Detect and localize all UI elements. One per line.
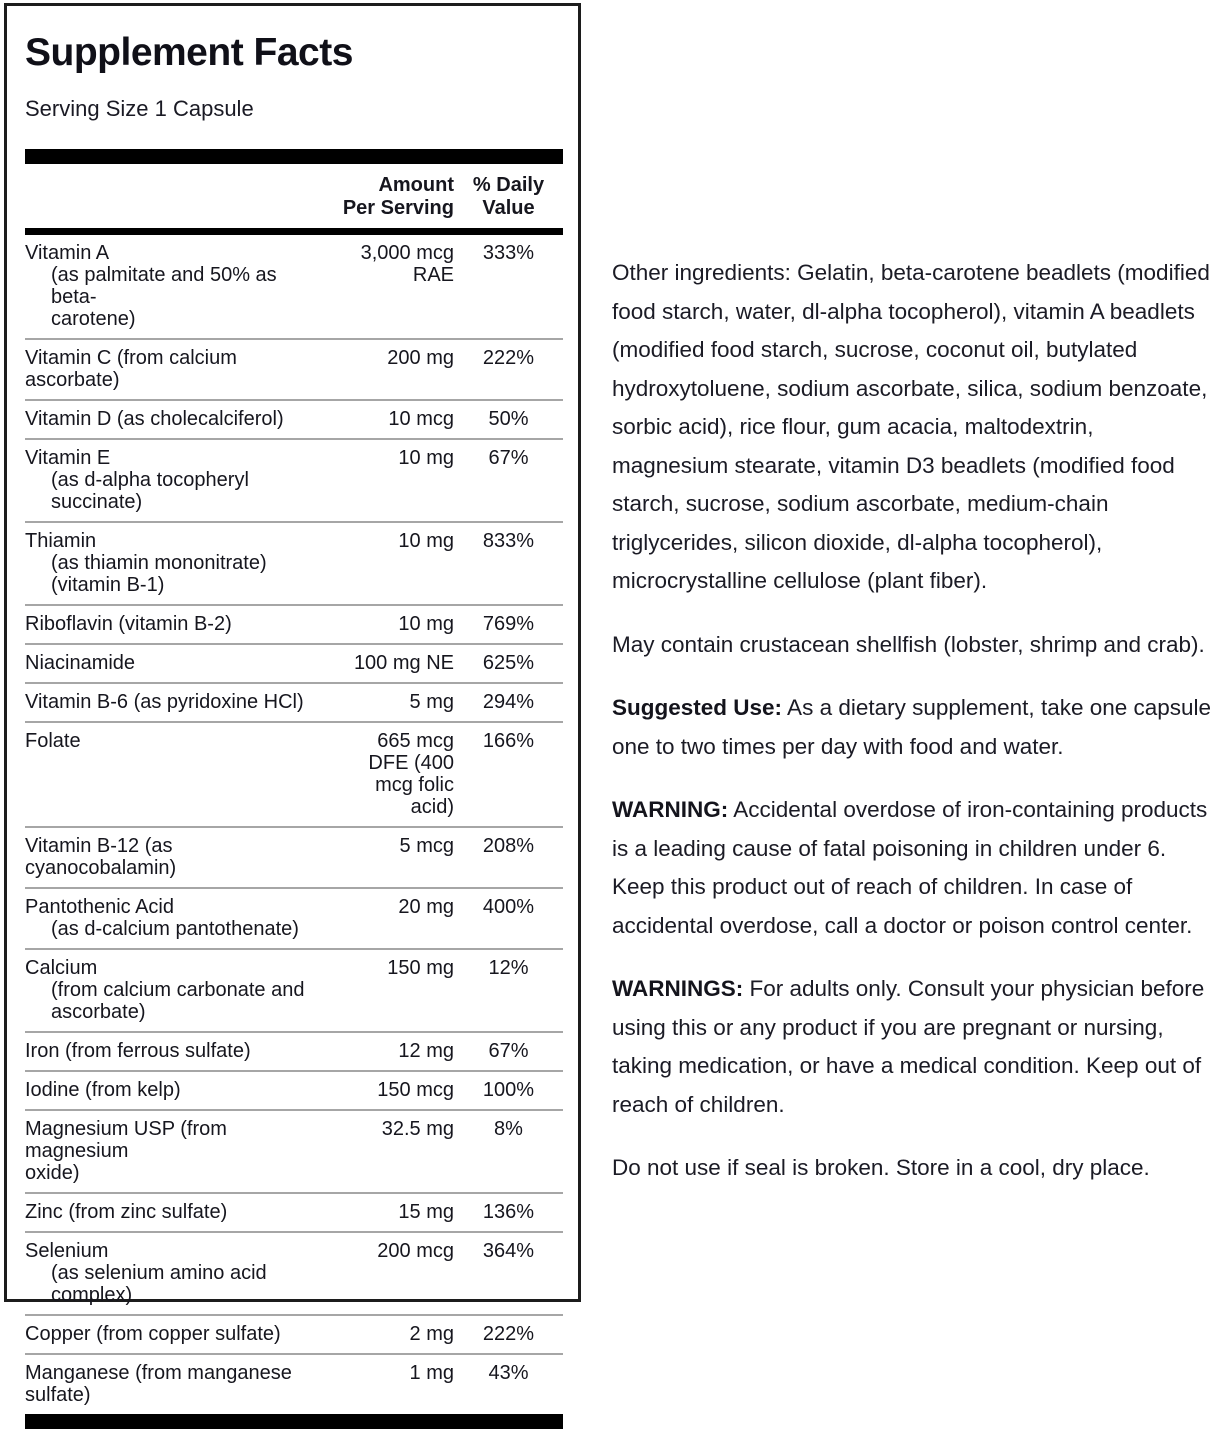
ingredient-name xyxy=(25,613,324,635)
amount-per-serving xyxy=(324,835,454,879)
amount-line: 12 mg xyxy=(398,1040,454,1062)
paragraph-lead: Suggested Use: xyxy=(612,695,783,720)
amount-per-serving xyxy=(324,242,454,330)
table-row xyxy=(25,521,563,604)
amount-line: DFE (400 xyxy=(368,752,454,774)
daily-value-percent: 769% xyxy=(482,613,535,635)
ingredient-source-line: (as selenium amino acid xyxy=(51,1262,267,1284)
amount-line: 20 mg xyxy=(398,896,454,918)
ingredient-name-line: Riboflavin (vitamin B-2) xyxy=(25,613,232,635)
ingredient-name-line: oxide) xyxy=(25,1162,80,1184)
ingredient-source-line: ascorbate) xyxy=(51,1001,146,1023)
header-spacer xyxy=(25,174,324,220)
ingredient-name-line: Magnesium USP (from magnesium xyxy=(25,1118,227,1162)
ingredient-name-line: Vitamin E xyxy=(25,447,111,469)
amount-line: mcg folic xyxy=(375,774,454,796)
amount-per-serving xyxy=(324,957,454,1023)
info-column xyxy=(612,254,1212,1213)
paragraph-lead: WARNINGS: xyxy=(612,976,744,1001)
daily-value-percent: 136% xyxy=(482,1201,535,1223)
daily-value-percent: 222% xyxy=(482,1323,535,1345)
ingredient-source-line: succinate) xyxy=(51,491,143,513)
serving-size: Serving Size 1 Capsule xyxy=(25,96,254,121)
info-paragraph: Do not use if seal is broken. Store in a cool, dry place. xyxy=(612,1155,1150,1180)
amount-per-serving xyxy=(324,730,454,818)
daily-value-percent: 208% xyxy=(482,835,535,857)
table-row xyxy=(25,438,563,521)
daily-value-percent: 100% xyxy=(482,1079,535,1101)
facts-table-rows xyxy=(25,235,563,1414)
ingredient-name-line: Vitamin B-6 (as pyridoxine HCl) xyxy=(25,691,304,713)
amount-line: RAE xyxy=(412,264,454,286)
table-row xyxy=(25,1192,563,1231)
amount-per-serving xyxy=(324,1323,454,1345)
table-row xyxy=(25,235,563,338)
ingredient-name xyxy=(25,530,324,596)
ingredient-name xyxy=(25,730,324,818)
ingredient-name-line: Copper (from copper sulfate) xyxy=(25,1323,281,1345)
ingredient-name xyxy=(25,1040,324,1062)
ingredient-name xyxy=(25,1118,324,1184)
amount-column-header xyxy=(324,174,454,220)
ingredient-name xyxy=(25,957,324,1023)
ingredient-name xyxy=(25,691,324,713)
table-row xyxy=(25,1031,563,1070)
daily-value-percent: 43% xyxy=(488,1362,529,1384)
dv-header-line2: Value xyxy=(482,197,535,219)
supplement-facts-panel xyxy=(4,3,581,1406)
amount-per-serving xyxy=(324,1201,454,1223)
table-row xyxy=(25,826,563,887)
ingredient-source-line: (as palmitate and 50% as beta- xyxy=(51,264,277,308)
ingredient-name-line: Vitamin D (as cholecalciferol) xyxy=(25,408,284,430)
daily-value-percent: 625% xyxy=(482,652,535,674)
amount-header-line2: Per Serving xyxy=(342,197,454,219)
amount-line: 2 mg xyxy=(409,1323,454,1345)
ingredient-name-line: Vitamin B-12 (as cyanocobalamin) xyxy=(25,835,177,879)
table-header xyxy=(25,164,563,228)
amount-per-serving xyxy=(324,691,454,713)
ingredient-source-line: (as thiamin mononitrate) xyxy=(51,552,267,574)
ingredient-name-line: Vitamin C (from calcium ascorbate) xyxy=(25,347,237,391)
amount-per-serving xyxy=(324,347,454,391)
daily-value-percent: 400% xyxy=(482,896,535,918)
ingredient-name-line: Calcium xyxy=(25,957,98,979)
table-row xyxy=(25,682,563,721)
ingredient-source-line: (from calcium carbonate and xyxy=(51,979,305,1001)
amount-per-serving xyxy=(324,896,454,940)
amount-line: 10 mcg xyxy=(388,408,454,430)
ingredient-name xyxy=(25,408,324,430)
info-paragraph: Suggested Use: As a dietary supplement, take one capsule one to two times per day with food and water. xyxy=(612,695,1212,759)
ingredient-name xyxy=(25,347,324,391)
table-row xyxy=(25,887,563,948)
amount-per-serving xyxy=(324,1079,454,1101)
amount-per-serving xyxy=(324,1240,454,1306)
table-row xyxy=(25,1314,563,1353)
paragraph-lead: WARNING: xyxy=(612,797,729,822)
amount-line: 5 mg xyxy=(409,691,454,713)
ingredient-source-line: carotene) xyxy=(51,308,136,330)
info-paragraph: WARNING: Accidental overdose of iron-containing products is a leading cause of fatal poisoning in children under 6. Keep this product out of reach of children. In case of accidental overdose, call a doctor or poison control center. xyxy=(612,797,1208,938)
ingredient-name xyxy=(25,1362,324,1406)
ingredient-name-line: Selenium xyxy=(25,1240,109,1262)
amount-per-serving xyxy=(324,613,454,635)
header-divider-bar xyxy=(25,228,563,235)
amount-per-serving xyxy=(324,1118,454,1184)
ingredient-name-line: Folate xyxy=(25,730,81,752)
amount-line: 5 mcg xyxy=(399,835,454,857)
ingredient-source-line: (as d-calcium pantothenate) xyxy=(51,918,299,940)
daily-value-percent: 166% xyxy=(482,730,535,752)
dv-header-line1: % Daily xyxy=(472,174,545,196)
daily-value-percent: 333% xyxy=(482,242,535,264)
table-row xyxy=(25,604,563,643)
amount-line: 10 mg xyxy=(398,613,454,635)
amount-per-serving xyxy=(324,1362,454,1406)
ingredient-name xyxy=(25,1240,324,1306)
amount-line: 1 mg xyxy=(409,1362,454,1384)
daily-value-percent: 364% xyxy=(482,1240,535,1262)
ingredient-name xyxy=(25,447,324,513)
ingredient-name xyxy=(25,1079,324,1101)
ingredient-name-line: Vitamin A xyxy=(25,242,110,264)
bottom-divider-bar xyxy=(25,1414,563,1429)
ingredient-name-line: Manganese (from manganese xyxy=(25,1362,292,1384)
info-paragraph: May contain crustacean shellfish (lobster, shrimp and crab). xyxy=(612,631,1205,657)
daily-value-percent: 294% xyxy=(482,691,535,713)
ingredient-name xyxy=(25,652,324,674)
daily-value-percent: 67% xyxy=(488,1040,529,1062)
ingredient-name xyxy=(25,1201,324,1223)
daily-value-percent: 67% xyxy=(488,447,529,469)
daily-value-percent: 8% xyxy=(494,1118,523,1140)
daily-value-percent: 50% xyxy=(488,408,529,430)
amount-line: 150 mg xyxy=(387,957,454,979)
amount-line: acid) xyxy=(410,796,454,818)
ingredient-name-line: Niacinamide xyxy=(25,652,136,674)
daily-value-percent: 222% xyxy=(482,347,535,369)
ingredient-name xyxy=(25,835,324,879)
ingredient-name-line: Iodine (from kelp) xyxy=(25,1079,181,1101)
amount-per-serving xyxy=(324,1040,454,1062)
amount-line: 10 mg xyxy=(398,530,454,552)
amount-line: 100 mg NE xyxy=(353,652,454,674)
amount-line: 665 mcg xyxy=(377,730,454,752)
ingredient-name xyxy=(25,1323,324,1345)
ingredient-name-line: Iron (from ferrous sulfate) xyxy=(25,1040,251,1062)
table-row xyxy=(25,338,563,399)
daily-value-percent: 12% xyxy=(488,957,529,979)
top-divider-bar xyxy=(25,149,563,164)
amount-header-line1: Amount xyxy=(378,174,454,196)
ingredient-name xyxy=(25,242,324,330)
ingredient-source-line: complex) xyxy=(51,1284,133,1306)
table-row xyxy=(25,1231,563,1314)
ingredient-name-line: sulfate) xyxy=(25,1384,91,1406)
amount-line: 3,000 mcg xyxy=(360,242,454,264)
ingredient-name-line: Zinc (from zinc sulfate) xyxy=(25,1201,228,1223)
info-paragraph: Other ingredients: Gelatin, beta-carotene beadlets (modified food starch, water, dl-alpha tocopherol), vitamin A beadlets (modified food starch, sucrose, coconut oil, butylated hydroxytoluene, sodium ascorbate, silica, sodium benzoate, sorbic acid), rice flour, gum acacia, maltodextrin, magnesium stearate, vitamin D3 beadlets (modified food starch, sucrose, sodium ascorbate, medium-chain triglycerides, silicon dioxide, dl-alpha tocopherol), microcrystalline cellulose (plant fiber). xyxy=(612,260,1210,593)
amount-line: 200 mg xyxy=(387,347,454,369)
amount-line: 32.5 mg xyxy=(381,1118,454,1140)
table-row xyxy=(25,721,563,826)
info-paragraph: WARNINGS: For adults only. Consult your physician before using this or any product if you are pregnant or nursing, taking medication, or have a medical condition. Keep out of reach of children. xyxy=(612,976,1205,1117)
amount-per-serving xyxy=(324,408,454,430)
ingredient-source-line: (as d-alpha tocopheryl xyxy=(51,469,249,491)
amount-line: 150 mcg xyxy=(377,1079,454,1101)
table-row xyxy=(25,1353,563,1414)
table-row xyxy=(25,1070,563,1109)
table-row xyxy=(25,948,563,1031)
daily-value-column-header xyxy=(454,174,563,220)
daily-value-percent: 833% xyxy=(482,530,535,552)
amount-line: 200 mcg xyxy=(377,1240,454,1262)
amount-per-serving xyxy=(324,447,454,513)
amount-per-serving xyxy=(324,652,454,674)
amount-per-serving xyxy=(324,530,454,596)
ingredient-name-line: Thiamin xyxy=(25,530,97,552)
amount-line: 10 mg xyxy=(398,447,454,469)
table-row xyxy=(25,643,563,682)
ingredient-source-line: (vitamin B-1) xyxy=(51,574,165,596)
ingredient-name xyxy=(25,896,324,940)
panel-title: Supplement Facts xyxy=(25,31,353,74)
ingredient-name-line: Pantothenic Acid xyxy=(25,896,174,918)
table-row xyxy=(25,399,563,438)
table-row xyxy=(25,1109,563,1192)
amount-line: 15 mg xyxy=(398,1201,454,1223)
